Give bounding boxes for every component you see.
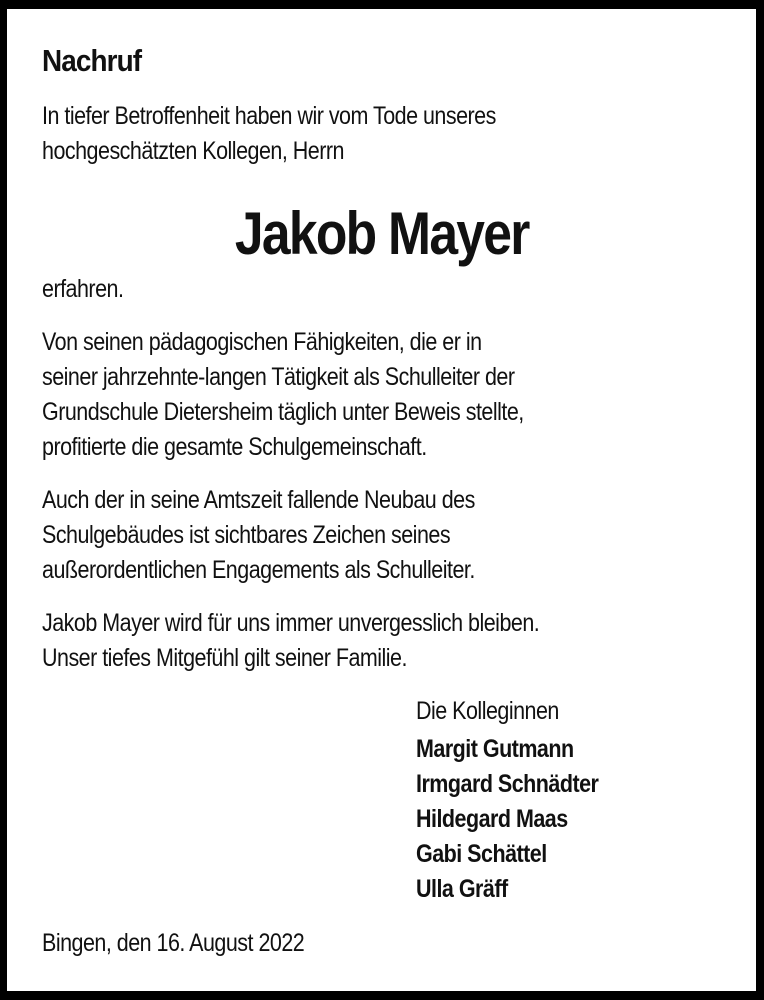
- paragraph1-line-3: Grundschule Dietersheim täglich unter Beweis stellte,: [42, 398, 524, 426]
- paragraph1-line-4: profitierte die gesamte Schulgemeinschaft.: [42, 433, 427, 461]
- paragraph2-line-1: Auch der in seine Amtszeit fallende Neubau des: [42, 486, 475, 514]
- signatory-4: Gabi Schättel: [416, 840, 547, 868]
- paragraph1-line-2: seiner jahrzehnte-langen Tätigkeit als Schulleiter der: [42, 363, 515, 391]
- paragraph2-line-2: Schulgebäudes ist sichtbares Zeichen seines: [42, 521, 451, 549]
- signature-intro: Die Kolleginnen: [416, 697, 559, 725]
- paragraph1-line-1: Von seinen pädagogischen Fähigkeiten, die er in: [42, 328, 482, 356]
- intro-line-2: hochgeschätzten Kollegen, Herrn: [42, 137, 344, 165]
- paragraph3-line-1: Jakob Mayer wird für uns immer unvergesslich bleiben.: [42, 609, 540, 637]
- deceased-name: [7, 199, 756, 268]
- signatory-5: Ulla Gräff: [416, 875, 508, 903]
- place-date: Bingen, den 16. August 2022: [42, 929, 305, 957]
- intro-end: erfahren.: [42, 275, 124, 303]
- obituary-notice: [7, 9, 756, 991]
- signatory-3: Hildegard Maas: [416, 805, 568, 833]
- notice-heading: Nachruf: [42, 43, 142, 78]
- deceased-name-text: Jakob Mayer: [234, 200, 529, 267]
- paragraph3-line-2: Unser tiefes Mitgefühl gilt seiner Familie.: [42, 644, 407, 672]
- paragraph2-line-3: außerordentlichen Engagements als Schulleiter.: [42, 556, 475, 584]
- signatory-2: Irmgard Schnädter: [416, 770, 599, 798]
- signatory-1: Margit Gutmann: [416, 735, 574, 763]
- intro-line-1: In tiefer Betroffenheit haben wir vom Tode unseres: [42, 102, 496, 130]
